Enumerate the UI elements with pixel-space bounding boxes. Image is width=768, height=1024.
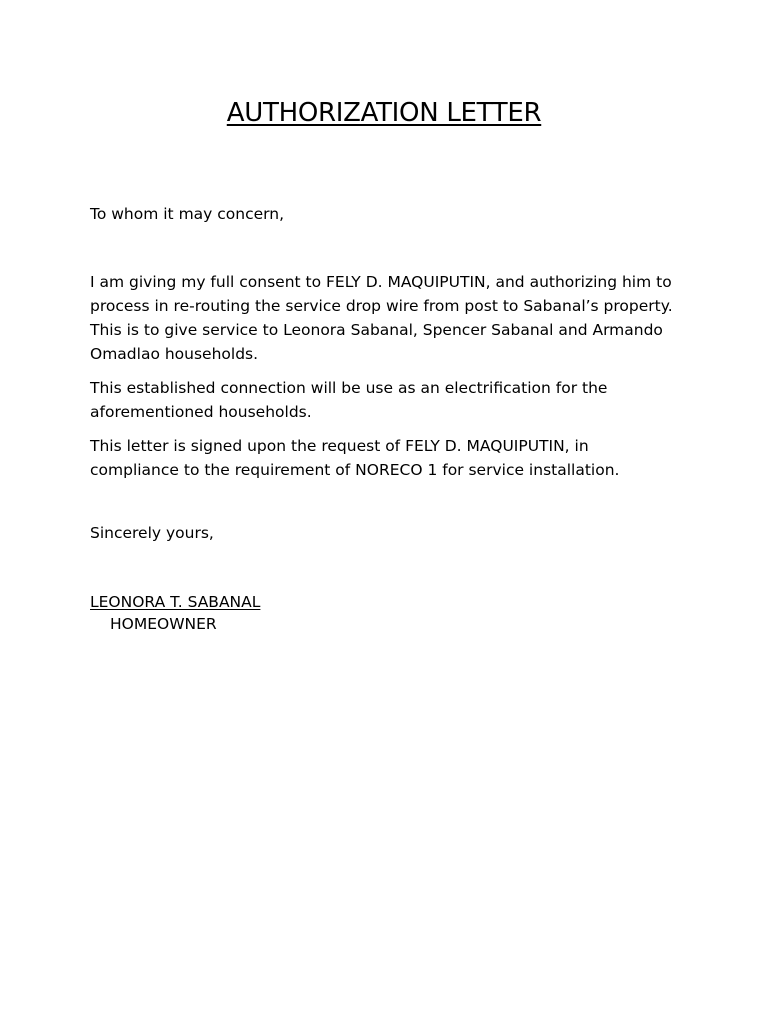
salutation: To whom it may concern,: [90, 205, 284, 223]
letter-title: AUTHORIZATION LETTER: [226, 98, 542, 128]
body-paragraph-consent: I am giving my full consent to FELY D. MAQUIPUTIN, and authorizing him to process in re-routing the service drop wire from post to Sabanal’s property. This is to give service to Leonora Sabanal, Spencer Sabanal and Armando Omadlao households.: [90, 273, 673, 363]
body-paragraph-request: This letter is signed upon the request of FELY D. MAQUIPUTIN, in compliance to the requirement of NORECO 1 for service installation.: [90, 437, 620, 479]
signer-name: LEONORA T. SABANAL: [90, 593, 261, 611]
signer-role: HOMEOWNER: [110, 615, 217, 633]
closing: Sincerely yours,: [90, 524, 214, 542]
body-paragraph-electrification: This established connection will be use as an electrification for the aforementioned households.: [90, 379, 608, 421]
